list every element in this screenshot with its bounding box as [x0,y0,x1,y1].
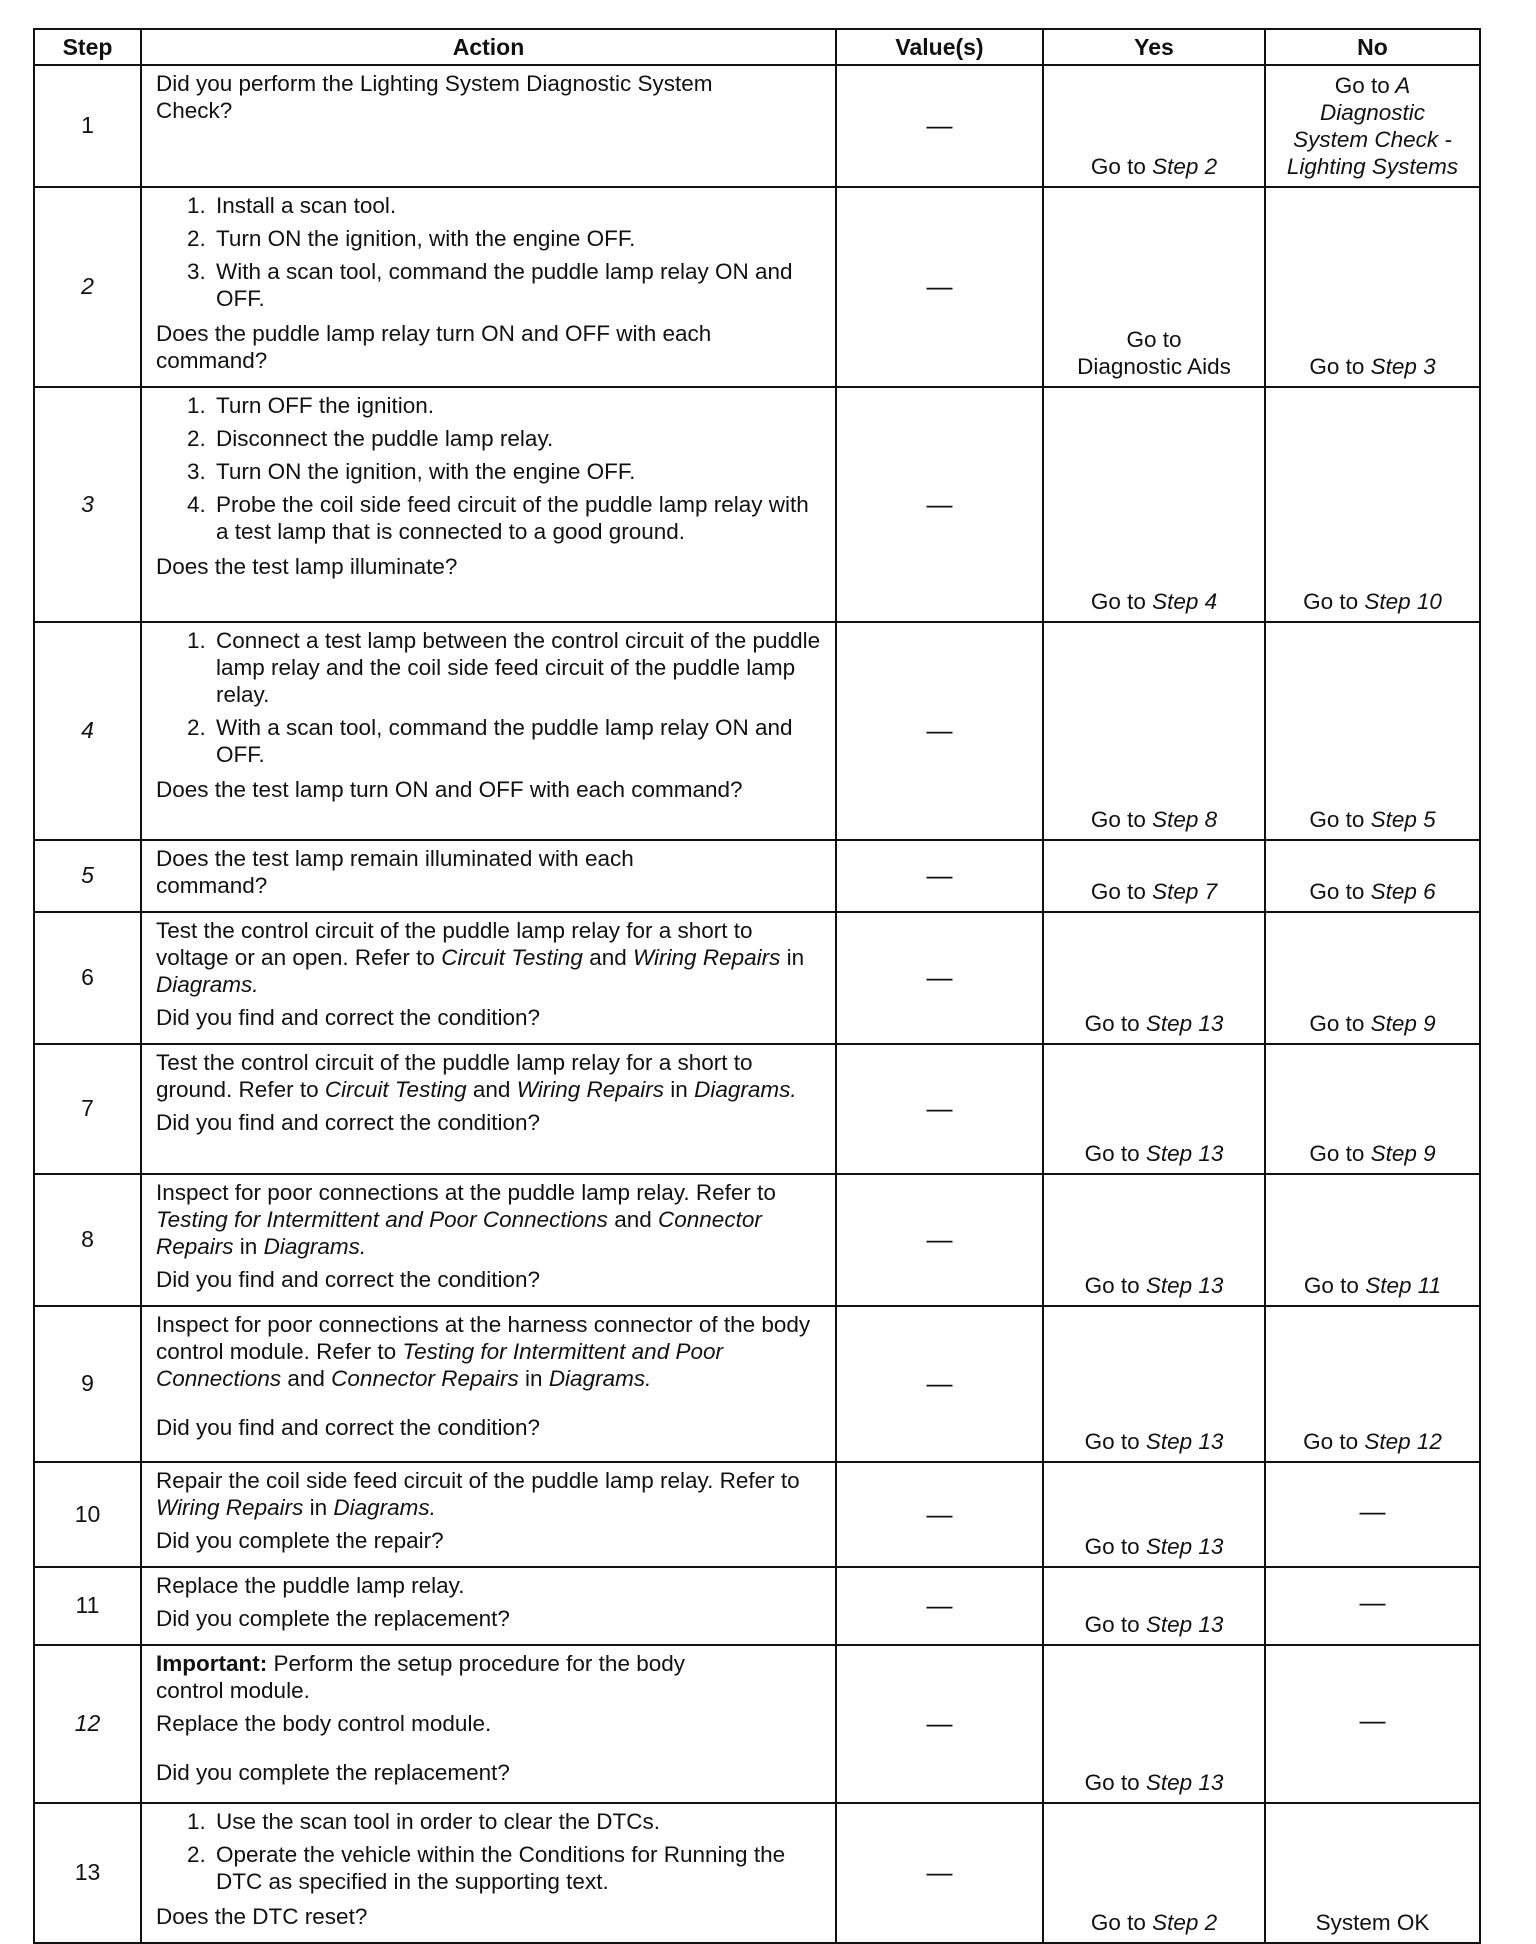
action-text: Test the control circuit of the puddle lamp relay for a short to ground. Refer to Circuit Testing and Wiring Repairs in Diagrams. [156,1050,797,1102]
list-item: 1. Use the scan tool in order to clear the DTCs. [212,1808,825,1835]
yes-cell: Go to Step 7 [1043,840,1265,912]
value-cell: — [836,840,1043,912]
yes-cell: Go to Step 4 [1043,387,1265,622]
step-number: 6 [34,912,141,1044]
list-item: 3. With a scan tool, command the puddle lamp relay ON and OFF. [212,258,825,312]
header-no: No [1265,29,1480,65]
ref-link[interactable]: Diagrams. [263,1234,367,1259]
yes-cell: Go to Step 13 [1043,912,1265,1044]
step-link[interactable]: Step 13 [1145,1273,1224,1298]
step-link[interactable]: Step 3 [1370,354,1436,379]
action-question: Did you find and correct the condition? [156,1267,540,1292]
action-question: Does the test lamp remain illuminated with each command? [156,846,634,898]
step-link[interactable]: Step 8 [1152,807,1218,832]
action-steps [156,1808,825,1895]
diagnostic-table [33,28,1481,1944]
table-row [34,1174,1480,1306]
table-row [34,1044,1480,1174]
action-steps [156,392,825,545]
step-link[interactable]: Step 13 [1145,1141,1224,1166]
no-cell: System OK [1265,1803,1480,1943]
step-number: 8 [34,1174,141,1306]
yes-cell: Go to Step 8 [1043,622,1265,840]
ref-link[interactable]: Testing for Intermittent and Poor Connections [156,1339,723,1391]
no-cell: Go to A Diagnostic System Check - Lighting Systems [1265,65,1480,187]
value-cell: — [836,1174,1043,1306]
action-cell [141,1306,836,1462]
step-link[interactable]: Step 5 [1370,807,1436,832]
action-text: Inspect for poor connections at the puddle lamp relay. Refer to Testing for Intermittent and Poor Connections and Connector Repairs in Diagrams. [156,1180,776,1259]
value-cell: — [836,1044,1043,1174]
value-cell: — [836,1306,1043,1462]
header-values: Value(s) [836,29,1043,65]
step-link[interactable]: Step 13 [1145,1011,1224,1036]
action-cell [141,1462,836,1567]
no-cell: Go to Step 9 [1265,1044,1480,1174]
step-link[interactable]: Step 10 [1364,589,1442,614]
yes-cell: Go to Step 2 [1043,65,1265,187]
action-question: Did you complete the replacement? [156,1606,510,1631]
ref-link[interactable]: Wiring Repairs [633,945,781,970]
table-row [34,1306,1480,1462]
header-action: Action [141,29,836,65]
value-cell: — [836,1803,1043,1943]
table-row [34,187,1480,387]
table-row [34,1462,1480,1567]
action-steps [156,627,825,768]
yes-cell: Go to Step 13 [1043,1174,1265,1306]
action-cell [141,187,836,387]
action-text: Repair the coil side feed circuit of the puddle lamp relay. Refer to Wiring Repairs in Diagrams. [156,1468,800,1520]
value-cell: — [836,622,1043,840]
step-number: 12 [34,1645,141,1803]
step-link[interactable]: Step 2 [1152,1910,1218,1935]
ref-link[interactable]: Wiring Repairs [516,1077,665,1102]
value-cell: — [836,1462,1043,1567]
table-row [34,1645,1480,1803]
value-cell: — [836,387,1043,622]
action-text: Inspect for poor connections at the harness connector of the body control module. Refer to Testing for Intermittent and Poor Connections and Connector Repairs in Diagrams. [156,1312,811,1391]
step-number: 1 [34,65,141,187]
step-link[interactable]: Step 13 [1145,1534,1224,1559]
action-cell [141,65,836,187]
action-text: Test the control circuit of the puddle lamp relay for a short to voltage or an open. Refer to Circuit Testing and Wiring Repairs in Diagrams. [156,918,805,997]
action-question: Did you perform the Lighting System Diagnostic System Check? [156,71,713,123]
step-number: 11 [34,1567,141,1645]
action-cell [141,912,836,1044]
no-link-line3[interactable]: System Check - [1293,127,1452,152]
step-link[interactable]: Step 4 [1152,589,1218,614]
step-number: 13 [34,1803,141,1943]
step-link[interactable]: Step 7 [1152,879,1218,904]
list-item: 1. Install a scan tool. [212,192,825,219]
important-note: Important: Perform the setup procedure for the body control module. [156,1651,685,1703]
table-row [34,912,1480,1044]
yes-cell: Go to Step 2 [1043,1803,1265,1943]
step-link[interactable]: Diagnostic Aids [1077,354,1231,379]
action-text: Replace the puddle lamp relay. [156,1573,465,1598]
yes-cell: Go to Step 13 [1043,1645,1265,1803]
value-cell: — [836,1567,1043,1645]
ref-link[interactable]: Connector Repairs [156,1207,762,1259]
list-item: 1. Connect a test lamp between the control circuit of the puddle lamp relay and the coil side feed circuit of the puddle lamp relay. [212,627,825,708]
header-step: Step [34,29,141,65]
ref-link[interactable]: Circuit Testing [441,945,583,970]
yes-cell: Go to Step 13 [1043,1306,1265,1462]
list-item: 2. With a scan tool, command the puddle lamp relay ON and OFF. [212,714,825,768]
step-link[interactable]: Step 11 [1365,1273,1442,1298]
diagnostic-table-page [33,28,1479,1944]
list-item: 2. Operate the vehicle within the Conditions for Running the DTC as specified in the supporting text. [212,1841,825,1895]
value-cell: — [836,187,1043,387]
ref-link[interactable]: Diagrams. [333,1495,436,1520]
table-row [34,387,1480,622]
value-cell: — [836,65,1043,187]
table-row [34,622,1480,840]
action-cell [141,622,836,840]
step-number: 3 [34,387,141,622]
step-link[interactable]: Step 9 [1370,1011,1436,1036]
action-steps [156,192,825,312]
step-link[interactable]: Step 2 [1152,154,1218,179]
no-cell: — [1265,1567,1480,1645]
list-item: 3. Turn ON the ignition, with the engine OFF. [212,458,825,485]
action-question: Does the puddle lamp relay turn ON and OFF with each command? [156,321,712,373]
no-cell: Go to Step 5 [1265,622,1480,840]
yes-cell: Go to Step 13 [1043,1462,1265,1567]
important-label: Important: [156,1651,268,1676]
value-cell: — [836,912,1043,1044]
list-item: 1. Turn OFF the ignition. [212,392,825,419]
action-question: Does the test lamp turn ON and OFF with each command? [156,777,743,802]
yes-cell: Go to Diagnostic Aids [1043,187,1265,387]
header-row [34,29,1480,65]
no-link-line2[interactable]: Diagnostic [1319,100,1426,125]
table-row [34,840,1480,912]
action-cell [141,1645,836,1803]
step-number: 7 [34,1044,141,1174]
ref-link[interactable]: Diagrams. [694,1077,797,1102]
list-item: 2. Disconnect the puddle lamp relay. [212,425,825,452]
step-number: 4 [34,622,141,840]
no-cell: Go to Step 6 [1265,840,1480,912]
step-link[interactable]: Step 13 [1145,1429,1224,1454]
action-text: Replace the body control module. [156,1711,492,1736]
step-link[interactable]: Step 13 [1145,1770,1224,1795]
action-cell [141,1174,836,1306]
value-cell: — [836,1645,1043,1803]
action-question: Did you find and correct the condition? [156,1110,540,1135]
ref-link[interactable]: Testing for Intermittent and Poor Connections [156,1207,608,1232]
step-link[interactable]: Step 13 [1145,1612,1224,1637]
no-cell: Go to Step 11 [1265,1174,1480,1306]
action-cell [141,387,836,622]
no-cell: — [1265,1645,1480,1803]
list-item: 4. Probe the coil side feed circuit of the puddle lamp relay with a test lamp that is connected to a good ground. [212,491,825,545]
step-number: 2 [34,187,141,387]
table-row [34,1567,1480,1645]
no-cell: Go to Step 12 [1265,1306,1480,1462]
step-link[interactable]: Step 12 [1364,1429,1442,1454]
action-question: Did you complete the repair? [156,1528,444,1553]
ref-link[interactable]: Circuit Testing [324,1077,467,1102]
action-question: Did you find and correct the condition? [156,1005,540,1030]
step-number: 10 [34,1462,141,1567]
action-cell [141,1803,836,1943]
ref-link[interactable]: Wiring Repairs [156,1495,304,1520]
no-cell: Go to Step 10 [1265,387,1480,622]
yes-cell: Go to Step 13 [1043,1044,1265,1174]
action-question: Does the test lamp illuminate? [156,554,458,579]
action-cell [141,1567,836,1645]
step-number: 9 [34,1306,141,1462]
header-yes: Yes [1043,29,1265,65]
action-cell [141,1044,836,1174]
no-link-line4[interactable]: Lighting Systems [1286,154,1459,179]
step-link[interactable]: Step 6 [1370,879,1436,904]
ref-link[interactable]: Diagrams. [548,1366,652,1391]
action-question: Did you complete the replacement? [156,1760,510,1785]
action-question: Does the DTC reset? [156,1904,368,1929]
step-number: 5 [34,840,141,912]
ref-link[interactable]: Diagrams. [156,972,259,997]
action-cell [141,840,836,912]
table-row [34,1803,1480,1943]
list-item: 2. Turn ON the ignition, with the engine OFF. [212,225,825,252]
no-cell: — [1265,1462,1480,1567]
no-cell: Go to Step 9 [1265,912,1480,1044]
table-row [34,65,1480,187]
no-cell: Go to Step 3 [1265,187,1480,387]
ref-link[interactable]: Connector Repairs [331,1366,519,1391]
yes-cell: Go to Step 13 [1043,1567,1265,1645]
step-link[interactable]: Step 9 [1370,1141,1436,1166]
action-question: Did you find and correct the condition? [156,1415,540,1440]
